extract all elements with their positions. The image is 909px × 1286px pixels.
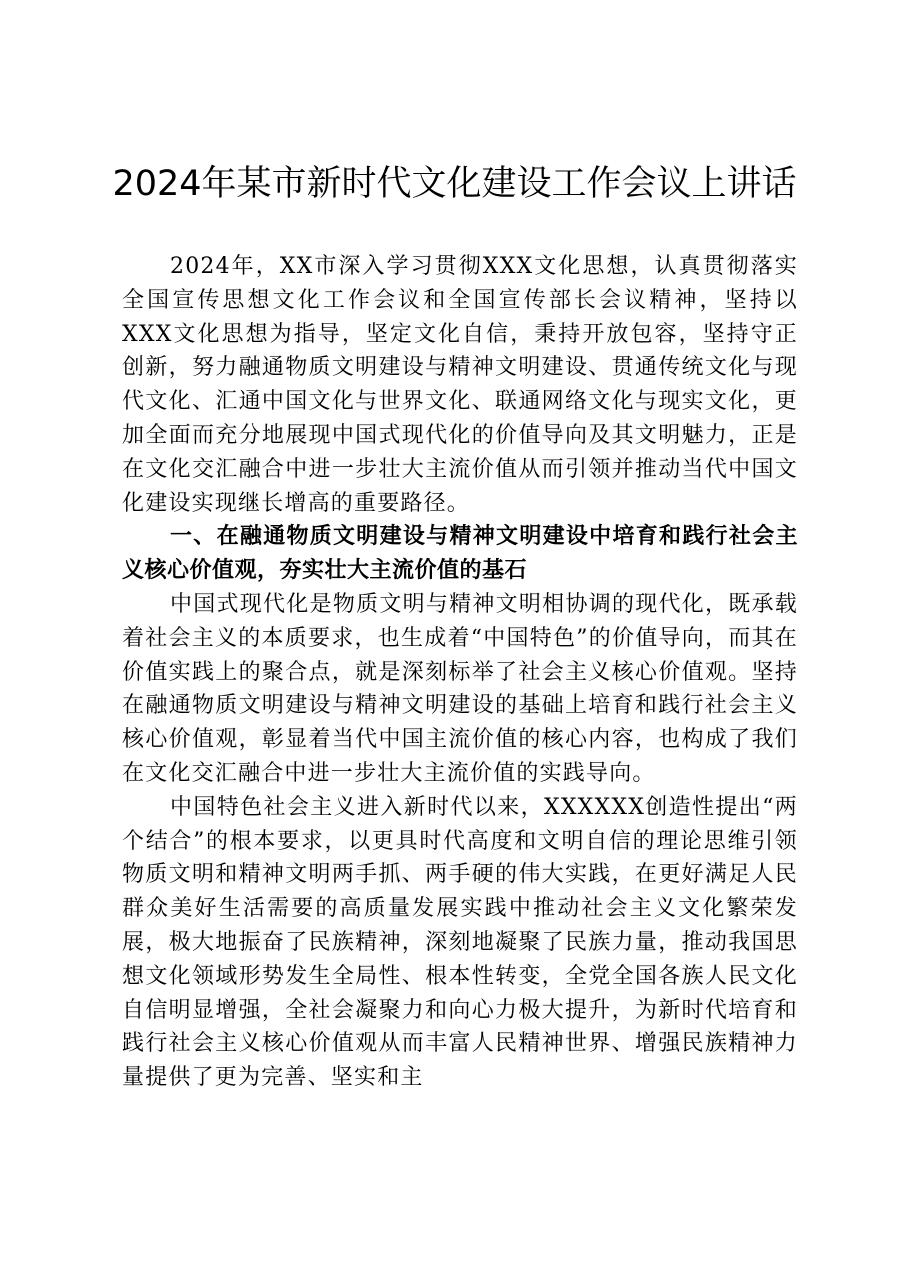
paragraph-section1-b: 中国特色社会主义进入新时代以来，XXXXXX创造性提出“两个结合”的根本要求，以更具时代高度和文明自信的理论思维引领物质文明和精神文明两手抓、两手硬的伟大实践，在更好满足人民群众美好生活需要的高质量发展实践中推动社会主义文化繁荣发展，极大地振奋了民族精神，深刻地凝聚了民族力量，推动我国思想文化领域形势发生全局性、根本性转变，全党全国各族人民文化自信明显增强，全社会凝聚力和向心力极大提升，为新时代培育和践行社会主义核心价值观从而丰富人民精神世界、增强民族精神力量提供了更为完善、坚实和主 xyxy=(122,794,798,1091)
paragraph-intro: 2024年，XX市深入学习贯彻XXX文化思想，认真贯彻落实全国宣传思想文化工作会议和全国宣传部长会议精神，坚持以XXX文化思想为指导，坚定文化自信，秉持开放包容，坚持守正创新，努力融通物质文明建设与精神文明建设、贯通传统文化与现代文化、汇通中国文化与世界文化、联通网络文化与现实文化，更加全面而充分地展现中国式现代化的价值导向及其文明魅力，正是在文化交汇融合中进一步壮大主流价值从而引领并推动当代中国文化建设实现继长增高的重要路径。 xyxy=(122,254,798,516)
document-body xyxy=(122,250,798,1095)
paragraph-section1-a: 中国式现代化是物质文明与精神文明相协调的现代化，既承载着社会主义的本质要求，也生成着“中国特色”的价值导向，而其在价值实践上的聚合点，就是深刻标举了社会主义核心价值观。坚持在融通物质文明建设与精神文明建设的基础上培育和践行社会主义核心价值观，彰显着当代中国主流价值的核心内容，也构成了我们在文化交汇融合中进一步壮大主流价值的实践导向。 xyxy=(122,591,798,786)
section-heading-1: 一、在融通物质文明建设与精神文明建设中培育和践行社会主义核心价值观，夯实壮大主流价值的基石 xyxy=(122,524,798,584)
document-title: 2024年某市新时代文化建设工作会议上讲话 xyxy=(112,164,797,204)
